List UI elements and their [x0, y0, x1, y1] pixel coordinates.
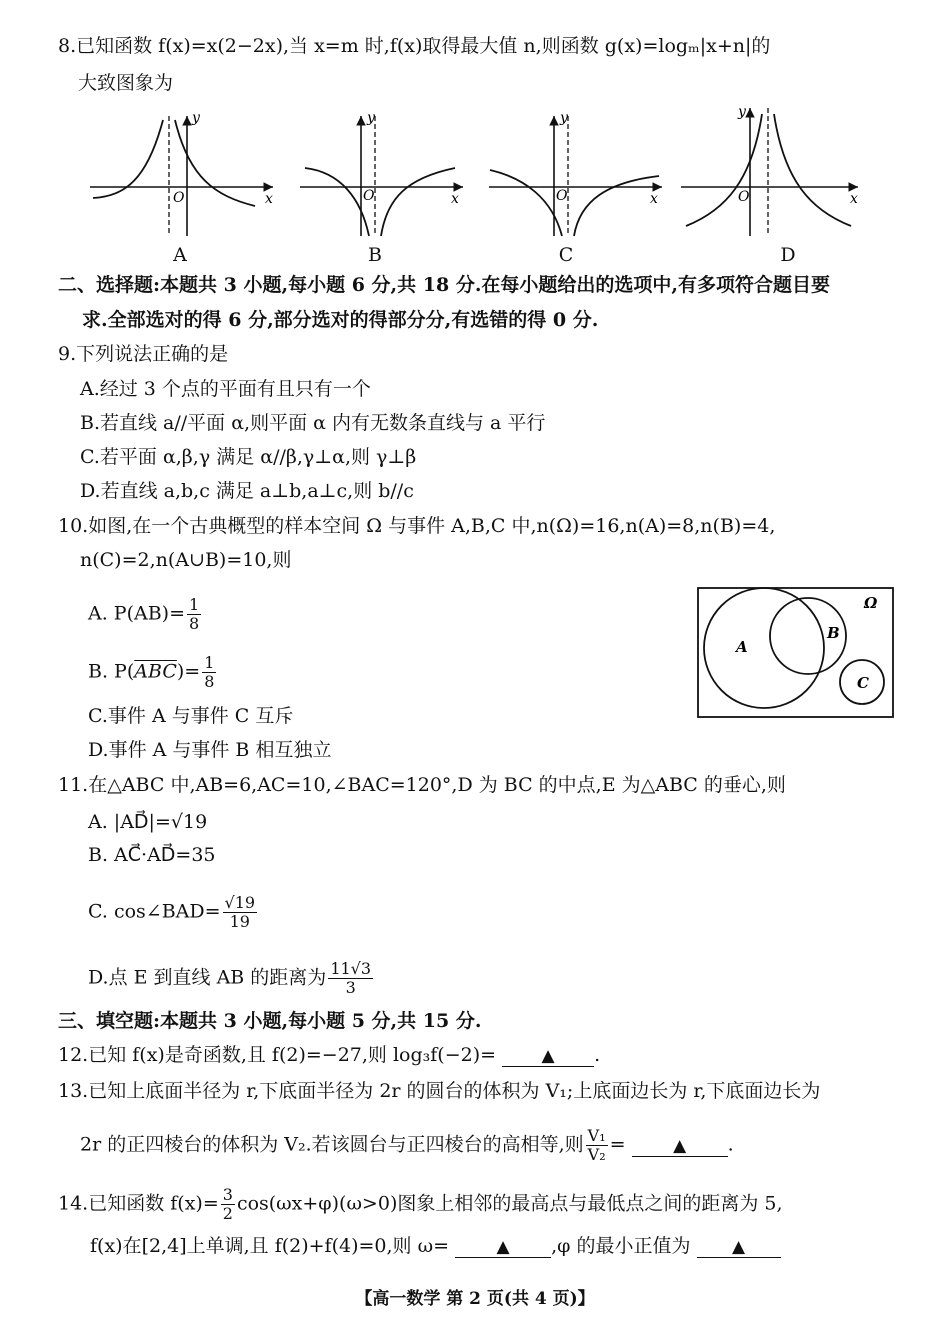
venn-omega: Ω — [864, 594, 878, 612]
q12-text: 12.已知 f(x)是奇函数,且 f(2)=−27,则 log₃f(−2)= — [58, 1044, 497, 1066]
q13-frac-den: V₂ — [587, 1145, 606, 1164]
q11-option-c-num: √19 — [224, 893, 256, 912]
option-c-label: C — [558, 244, 574, 266]
q14-prefix: 14.已知函数 f(x)= — [58, 1192, 219, 1215]
q14-coef-den: 2 — [222, 1204, 233, 1223]
q14-omega-blank[interactable]: ▲ — [455, 1237, 551, 1258]
q10-option-b-prefix: B. P( — [88, 660, 135, 683]
q14-line2-a: f(x)在[2,4]上单调,且 f(2)+f(4)=0,则 ω= — [90, 1235, 450, 1257]
graph-c-y-label: y — [560, 110, 568, 126]
q11-option-d-frac — [328, 960, 373, 997]
q10-option-d: D.事件 A 与事件 B 相互独立 — [88, 739, 332, 761]
q9-option-b: B.若直线 a//平面 α,则平面 α 内有无数条直线与 a 平行 — [80, 412, 546, 434]
section2-line1: 二、选择题:本题共 3 小题,每小题 6 分,共 18 分.在每小题给出的选项中,有多项符合题目要 — [58, 274, 831, 296]
q10-option-a-num: 1 — [189, 595, 200, 614]
q13-frac-num: V₁ — [587, 1126, 606, 1145]
graph-a — [85, 108, 280, 240]
page-footer: 【高一数学 第 2 页(共 4 页)】 — [355, 1289, 595, 1309]
q11-option-d-prefix: D.点 E 到直线 AB 的距离为 — [88, 966, 327, 989]
q10-line2: n(C)=2,n(A∪B)=10,则 — [80, 549, 292, 571]
q11-option-c-frac — [223, 894, 258, 931]
graph-b — [295, 108, 470, 240]
q13-line2 — [80, 1127, 734, 1164]
q12-line — [58, 1042, 600, 1068]
section2-line2: 求.全部选对的得 6 分,部分选对的得部分分,有选错的得 0 分. — [82, 309, 599, 331]
q13-end: . — [727, 1133, 734, 1156]
q11-option-d-num: 11√3 — [330, 959, 372, 978]
q13-eq: = — [609, 1133, 626, 1156]
q11-option-a: A. |AD⃗|=√19 — [88, 811, 208, 833]
graph-c — [484, 108, 669, 240]
q14-coef-num: 3 — [222, 1185, 233, 1204]
q10-option-a — [88, 596, 203, 633]
graph-c-origin: O — [556, 188, 568, 204]
q11-stem: 11.在△ABC 中,AB=6,AC=10,∠BAC=120°,D 为 BC 的中点,E 为△ABC 的垂心,则 — [58, 774, 786, 796]
q9-option-c: C.若平面 α,β,γ 满足 α//β,γ⊥α,则 γ⊥β — [80, 446, 417, 468]
q10-option-b-c: $\overline{C}$ — [162, 660, 177, 683]
q11-option-c-prefix: C. cos∠BAD= — [88, 900, 221, 923]
q14-coef-frac — [221, 1186, 235, 1223]
graph-b-x-label: x — [451, 191, 459, 207]
q13-line2-text: 2r 的正四棱台的体积为 V₂.若该圆台与正四棱台的高相等,则 — [80, 1133, 584, 1156]
graph-d-origin: O — [738, 189, 750, 205]
venn-c: C — [857, 674, 869, 692]
q14-line2-b: ,φ 的最小正值为 — [551, 1235, 691, 1257]
q10-option-a-frac — [187, 596, 201, 633]
option-a-label: A — [173, 244, 187, 266]
q14-phi-blank[interactable]: ▲ — [697, 1237, 781, 1258]
graph-d-y-label: y — [738, 104, 746, 120]
q13-frac — [586, 1127, 608, 1164]
graph-d — [676, 100, 866, 240]
q8-line1: 8.已知函数 f(x)=x(2−2x),当 x=m 时,f(x)取得最大值 n,则函数 g(x)=logₘ|x+n|的 — [58, 35, 771, 57]
venn-a: A — [736, 638, 748, 656]
q9-option-a: A.经过 3 个点的平面有且只有一个 — [80, 378, 371, 400]
q10-option-b-frac — [202, 654, 216, 691]
q10-option-b-suffix: )= — [176, 660, 201, 683]
option-d-label: D — [780, 244, 796, 266]
q13-answer-blank[interactable]: ▲ — [632, 1136, 728, 1157]
q12-end: . — [594, 1044, 601, 1066]
q9-stem: 9.下列说法正确的是 — [58, 343, 229, 365]
q10-option-a-den: 8 — [189, 614, 200, 633]
section3-title: 三、填空题:本题共 3 小题,每小题 5 分,共 15 分. — [58, 1010, 482, 1032]
q13-line1: 13.已知上底面半径为 r,下底面半径为 2r 的圆台的体积为 V₁;上底面边长为 r,下底面边长为 — [58, 1080, 821, 1102]
q10-option-b-b: $\overline{B}$ — [147, 660, 163, 683]
q11-option-b: B. AC⃗·AD⃗=35 — [88, 844, 216, 866]
graph-d-x-label: x — [850, 191, 858, 207]
graph-b-y-label: y — [367, 110, 375, 126]
venn-b: B — [827, 624, 840, 642]
q14-suffix: cos(ωx+φ)(ω>0)图象上相邻的最高点与最低点之间的距离为 5, — [236, 1192, 783, 1215]
q9-option-d: D.若直线 a,b,c 满足 a⊥b,a⊥c,则 b//c — [80, 480, 414, 502]
q10-option-a-prefix: A. P(AB)= — [88, 602, 186, 625]
q14-line1 — [58, 1186, 783, 1223]
q12-answer-blank[interactable]: ▲ — [502, 1046, 594, 1067]
q10-line1: 10.如图,在一个古典概型的样本空间 Ω 与事件 A,B,C 中,n(Ω)=16,n(A)=8,n(B)=4, — [58, 515, 776, 537]
q10-option-b-num: 1 — [204, 653, 215, 672]
q14-line2 — [90, 1233, 781, 1259]
venn-diagram — [696, 586, 896, 720]
graph-c-x-label: x — [650, 191, 658, 207]
q10-option-c: C.事件 A 与事件 C 互斥 — [88, 705, 294, 727]
option-b-label: B — [368, 244, 382, 266]
q10-option-b-den: 8 — [204, 672, 215, 691]
graph-a-x-label: x — [265, 191, 273, 207]
q11-option-d-den: 3 — [345, 978, 356, 997]
graph-a-origin: O — [173, 190, 185, 206]
q10-option-b-a: $\overline{A}$ — [134, 660, 148, 683]
graph-a-y-label: y — [192, 110, 200, 126]
q8-line2: 大致图象为 — [78, 72, 174, 94]
q10-option-b — [88, 654, 218, 691]
graph-b-origin: O — [363, 188, 375, 204]
q11-option-d — [88, 960, 375, 997]
q11-option-c — [88, 894, 259, 931]
q11-option-c-den: 19 — [229, 912, 250, 931]
